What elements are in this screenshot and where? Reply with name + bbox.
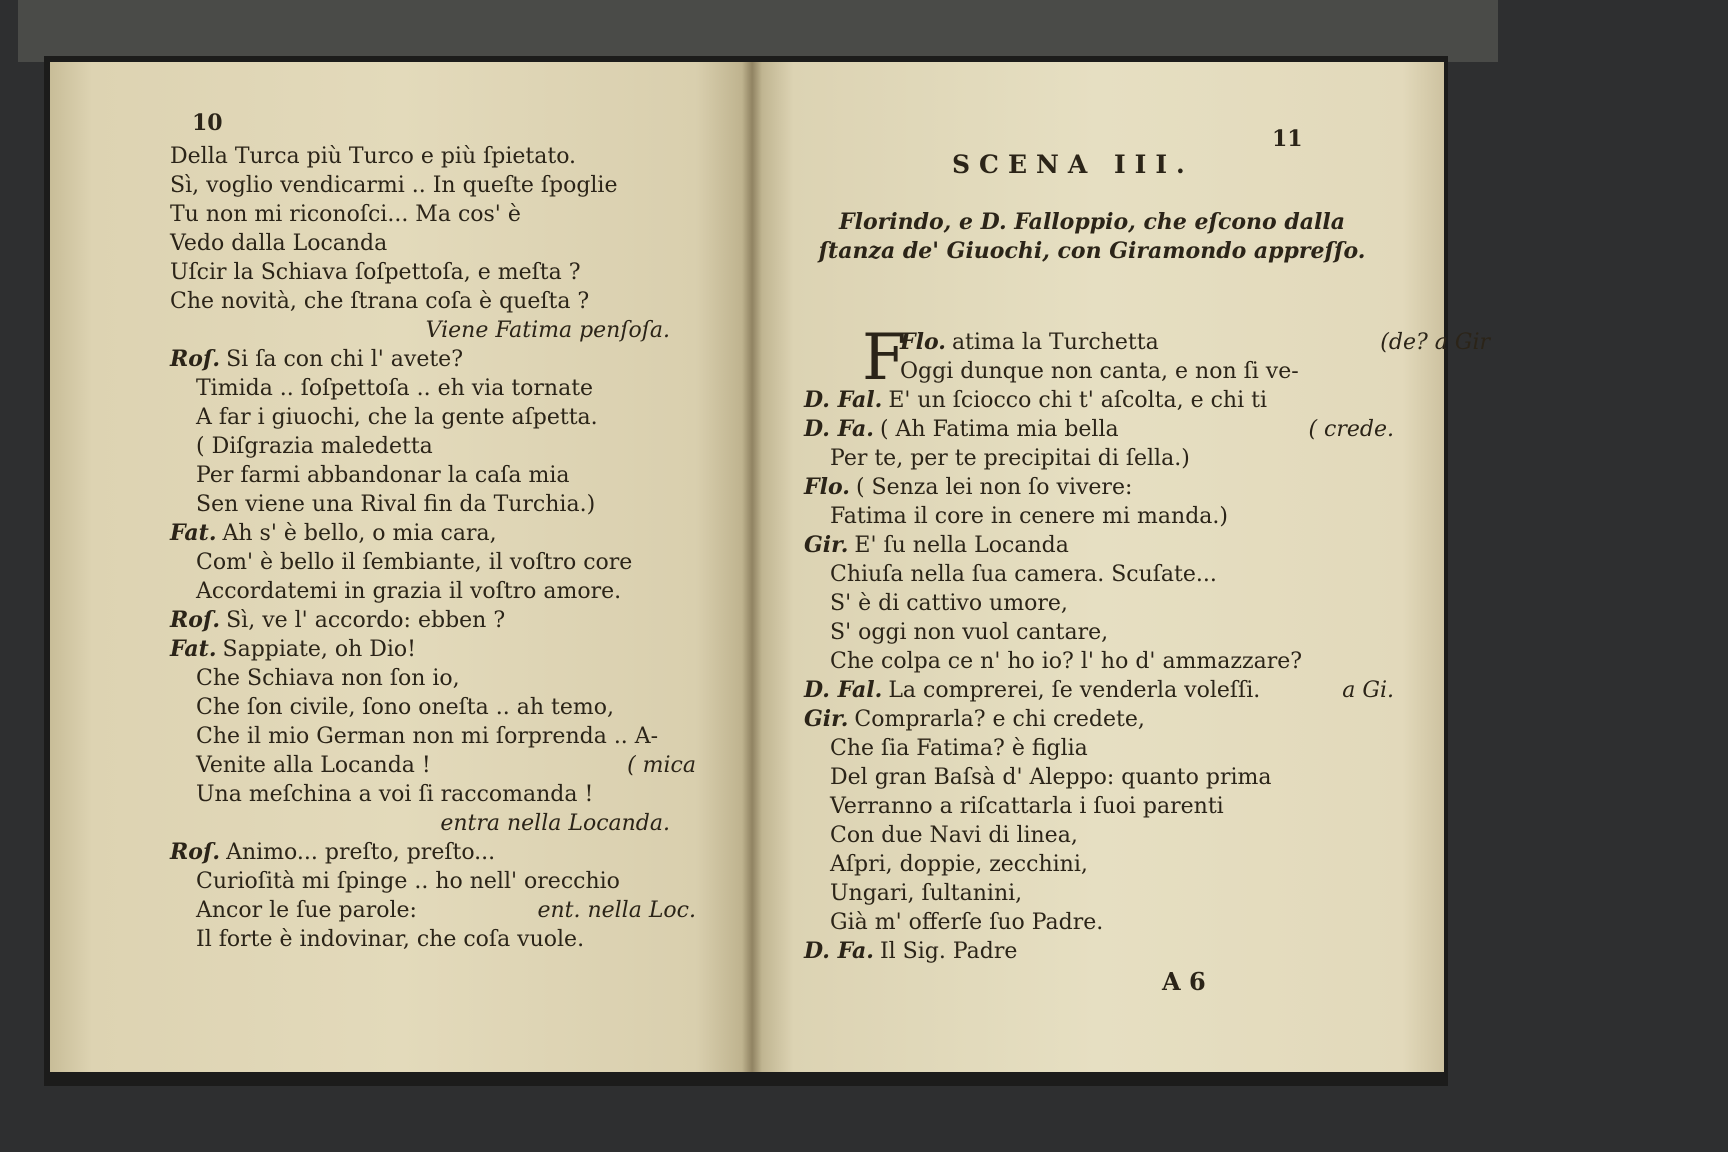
verse-text: Della Turca più Turco e più ſpietato.: [170, 144, 577, 169]
verse-text: Il forte è indovinar, che coſa vuole.: [196, 927, 585, 952]
scene-heading: Florindo, e D. Falloppio, che eſcono dalla ſtanza de' Giuochi, con Giramondo appreſſo.: [818, 209, 1366, 264]
text-line: [170, 200, 670, 229]
right-text-block: [804, 321, 1490, 966]
text-line: [804, 676, 1394, 705]
verse-text: Com' è bello il ſembiante, il voſtro core: [196, 550, 633, 575]
text-line: [804, 560, 1420, 589]
text-line: [170, 896, 696, 925]
verse-text: S' oggi non vuol cantare,: [830, 620, 1109, 645]
text-line: [170, 461, 696, 490]
text-line: [804, 850, 1420, 879]
text-line: [170, 374, 696, 403]
verse-text: Oggi dunque non canta, e non ſi ve-: [900, 359, 1299, 384]
verse-text: Che ſia Fatima? è figlia: [830, 736, 1088, 761]
speaker-label: D. Fal.: [804, 677, 883, 703]
verse-text: Il Sig. Padre: [879, 939, 1018, 964]
text-line: [170, 867, 696, 896]
verse-text: Per farmi abbandonar la caſa mia: [196, 463, 570, 488]
verse-text: La comprerei, ſe venderla voleſſi.: [888, 678, 1261, 703]
verse-text: Già m' offerſe ſuo Padre.: [830, 910, 1104, 935]
verse-text: Venite alla Locanda !: [196, 753, 431, 778]
speaker-label: Flo.: [804, 474, 850, 500]
verse-text: Con due Navi di linea,: [830, 823, 1078, 848]
text-line: [804, 734, 1420, 763]
text-line: [170, 664, 696, 693]
text-line: [170, 287, 670, 316]
verse-text: E' un ſciocco chi t' aſcolta, e chi ti: [888, 388, 1267, 413]
text-line: [170, 693, 696, 722]
text-line: [804, 531, 1394, 560]
text-line: [170, 229, 670, 258]
verse-text: Che ſon civile, ſono oneſta .. ah temo,: [196, 695, 614, 720]
verse-text: Curioſità mi ſpinge .. ho nell' orecchio: [196, 869, 620, 894]
text-line: [170, 258, 670, 287]
text-line: [804, 937, 1394, 966]
verse-text: A far i giuochi, che la gente aſpetta.: [196, 405, 598, 430]
right-page: [752, 62, 1490, 1072]
stage-direction: (de? a Gir: [1380, 330, 1490, 355]
verse-text: Sen viene una Rival fin da Turchia.): [196, 492, 596, 517]
text-line: [804, 821, 1420, 850]
verse-text: E' ſu nella Locanda: [854, 533, 1069, 558]
verse-text: Ancor le ſue parole:: [196, 898, 417, 923]
text-line: [170, 838, 670, 867]
text-line: [170, 519, 670, 548]
verse-text: Vedo dalla Locanda: [170, 231, 388, 256]
stage-direction: ( crede.: [1308, 417, 1394, 442]
verse-text: Chiuſa nella ſua camera. Scuſate...: [830, 562, 1217, 587]
verse-text: Accordatemi in grazia il voſtro amore.: [196, 579, 622, 604]
text-line: [170, 577, 696, 606]
speaker-label: Fat.: [170, 636, 217, 662]
text-line: [804, 415, 1394, 444]
verse-text: Per te, per te precipitai di ſella.): [830, 446, 1190, 471]
text-line: [170, 925, 696, 954]
text-line: [170, 316, 670, 345]
verse-text: Del gran Baſsà d' Aleppo: quanto prima: [830, 765, 1272, 790]
signature-mark: A 6: [1162, 967, 1206, 996]
text-line: [804, 705, 1394, 734]
speaker-label: Fat.: [170, 520, 217, 546]
text-line: [170, 606, 670, 635]
text-line: [170, 809, 670, 838]
verse-text: Che novità, che ſtrana coſa è queſta ?: [170, 289, 590, 314]
drop-cap: F: [862, 321, 907, 395]
text-line: [170, 171, 670, 200]
verse-text: Sì, voglio vendicarmi .. In queſte ſpoglie: [170, 173, 618, 198]
verse-text: ( Ah Fatima mia bella: [879, 417, 1119, 442]
verse-text: Che il mio German non mi ſorprenda .. A-: [196, 724, 659, 749]
text-line: [804, 444, 1420, 473]
verse-text: Comprarla? e chi credete,: [854, 707, 1145, 732]
text-line: [170, 142, 670, 171]
text-line: [804, 618, 1420, 647]
verse-text: Si ſa con chi l' avete?: [226, 347, 463, 372]
text-line: [804, 763, 1420, 792]
verse-text: ( Diſgrazia maledetta: [196, 434, 433, 459]
verse-text: Sì, ve l' accordo: ebben ?: [226, 608, 506, 633]
verse-text: Uſcir la Schiava ſoſpettoſa, e meſta ?: [170, 260, 581, 285]
left-page: [50, 62, 752, 1072]
speaker-label: Gir.: [804, 532, 849, 558]
speaker-label: Gir.: [804, 706, 849, 732]
right-page-number: 11: [1272, 126, 1303, 152]
verse-text: Tu non mi riconoſci... Ma cos' è: [170, 202, 521, 227]
verse-text: Fatima il core in cenere mi manda.): [830, 504, 1228, 529]
verse-text: Verranno a riſcattarla i ſuoi parenti: [830, 794, 1224, 819]
text-line: [170, 548, 696, 577]
text-line: [804, 473, 1394, 502]
left-text-block: [170, 142, 696, 954]
left-page-number: 10: [192, 110, 223, 136]
scanner-backdrop: [18, 0, 1498, 62]
book-gutter: [742, 62, 762, 1072]
verse-text: Timida .. ſoſpettoſa .. eh via tornate: [196, 376, 594, 401]
verse-text: Sappiate, oh Dio!: [222, 637, 417, 662]
stage-direction: ent. nella Loc.: [537, 898, 696, 923]
speaker-label: D. Fa.: [804, 416, 874, 442]
verse-text: Aſpri, doppie, zecchini,: [830, 852, 1088, 877]
text-line: [804, 589, 1420, 618]
verse-text: Che Schiava non ſon io,: [196, 666, 460, 691]
speaker-label: Flo.: [900, 329, 946, 355]
text-line: [170, 403, 696, 432]
text-line: [804, 792, 1420, 821]
text-line: [170, 751, 696, 780]
speaker-label: Roſ.: [170, 607, 221, 633]
text-line: [170, 635, 670, 664]
text-line: [170, 490, 696, 519]
text-line: [804, 908, 1420, 937]
speaker-label: D. Fa.: [804, 938, 874, 964]
text-line: [804, 328, 1490, 357]
verse-text: Animo... preſto, preſto...: [226, 840, 496, 865]
text-line: [170, 432, 696, 461]
speaker-label: Roſ.: [170, 346, 221, 372]
text-line: [804, 879, 1420, 908]
stage-direction: Viene Fatima penſoſa.: [425, 318, 670, 343]
text-line: [804, 357, 1490, 386]
scene-title: SCENA III.: [952, 150, 1194, 179]
speaker-label: D. Fal.: [804, 387, 883, 413]
verse-text: atima la Turchetta: [951, 330, 1159, 355]
text-line: [804, 647, 1420, 676]
text-line: [170, 345, 670, 374]
stage-direction: ( mica: [627, 753, 696, 778]
verse-text: Ungari, ſultanini,: [830, 881, 1023, 906]
verse-text: S' è di cattivo umore,: [830, 591, 1068, 616]
verse-text: Ah s' è bello, o mia cara,: [222, 521, 497, 546]
text-line: [170, 780, 696, 809]
text-line: [170, 722, 696, 751]
verse-text: ( Senza lei non ſo vivere:: [855, 475, 1133, 500]
stage-direction: a Gi.: [1342, 678, 1394, 703]
text-line: [804, 502, 1420, 531]
stage-direction: entra nella Locanda.: [440, 811, 670, 836]
speaker-label: Roſ.: [170, 839, 221, 865]
verse-text: Una meſchina a voi ſi raccomanda !: [196, 782, 594, 807]
verse-text: Che colpa ce n' ho io? l' ho d' ammazzare?: [830, 649, 1303, 674]
